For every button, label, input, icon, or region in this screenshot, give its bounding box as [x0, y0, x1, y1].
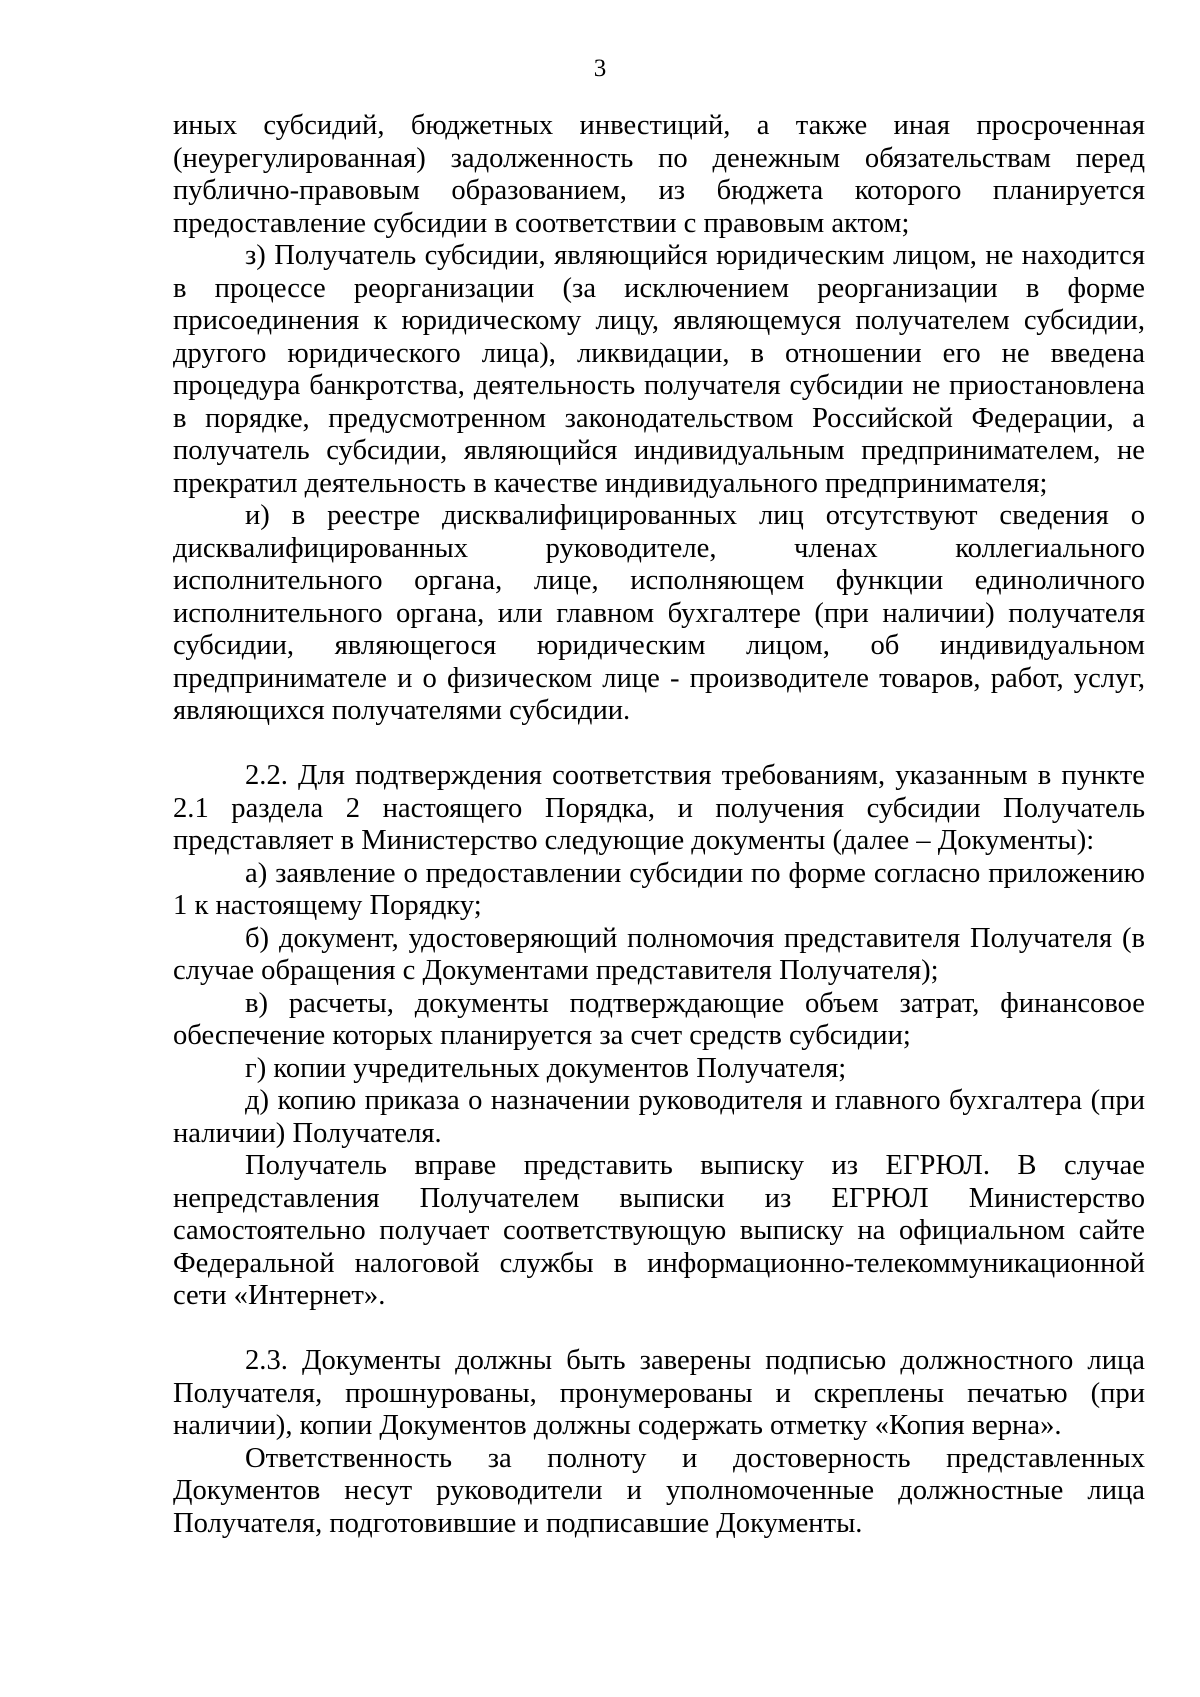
paragraph-item-v: в) расчеты, документы подтверждающие объем затрат, финансовое обеспечение которых планируется за счет средств субсидии;	[173, 987, 1145, 1051]
page-number: 3	[593, 55, 607, 82]
paragraph-item-d: д) копию приказа о назначении руководителя и главного бухгалтера (при наличии) Получателя.	[173, 1085, 1145, 1149]
paragraph-item-b: б) документ, удостоверяющий полномочия представителя Получателя (в случае обращения с Документами представителя Получателя);	[173, 922, 1145, 986]
paragraph-item-i: и) в реестре дисквалифицированных лиц отсутствуют сведения о дисквалифицированных руководителе, членах коллегиального исполнительного органа, лице, исполняющем функции единоличного исполнительного органа, или главном бухгалтере (при наличии) получателя субсидии, являющегося юридическим лицом, об индивидуальном предпринимателе и о физическом лице - производителе товаров, работ, услуг, являющихся получателями субсидии.	[173, 500, 1145, 726]
document-body	[173, 110, 1145, 1540]
paragraph-section-2-3: 2.3. Документы должны быть заверены подписью должностного лица Получателя, прошнурованы, пронумерованы и скреплены печатью (при наличии), копии Документов должны содержать отметку «Копия верна».	[173, 1345, 1145, 1441]
paragraph-item-g: г) копии учредительных документов Получателя;	[245, 1052, 847, 1084]
paragraph-egrul-note: Получатель вправе представить выписку из ЕГРЮЛ. В случае непредставления Получателем выписки из ЕГРЮЛ Министерство самостоятельно получает соответствующую выписку на официальном сайте Федеральной налоговой службы в информационно-телекоммуникационной сети «Интернет».	[173, 1150, 1145, 1311]
paragraph-item-z: з) Получатель субсидии, являющийся юридическим лицом, не находится в процессе реорганизации (за исключением реорганизации в форме присоединения к юридическому лицу, являющемуся получателем субсидии, другого юридического лица), ликвидации, в отношении его не введена процедура банкротства, деятельность получателя субсидии не приостановлена в порядке, предусмотренном законодательством Российской Федерации, а получатель субсидии, являющийся индивидуальным предпринимателем, не прекратил деятельность в качестве индивидуального предпринимателя;	[173, 240, 1145, 499]
paragraph-responsibility: Ответственность за полноту и достоверность представленных Документов несут руководители и уполномоченные должностные лица Получателя, подготовившие и подписавшие Документы.	[173, 1442, 1145, 1539]
paragraph-section-2-2: 2.2. Для подтверждения соответствия требованиям, указанным в пункте 2.1 раздела 2 настоящего Порядка, и получения субсидии Получатель представляет в Министерство следующие документы (далее – Документы):	[173, 760, 1145, 856]
paragraph-continuation: иных субсидий, бюджетных инвестиций, а также иная просроченная (неурегулированная) задолженность по денежным обязательствам перед публично-правовым образованием, из бюджета которого планируется предоставление субсидии в соответствии с правовым актом;	[173, 110, 1145, 239]
paragraph-item-a: а) заявление о предоставлении субсидии по форме согласно приложению 1 к настоящему Порядку;	[173, 857, 1145, 921]
